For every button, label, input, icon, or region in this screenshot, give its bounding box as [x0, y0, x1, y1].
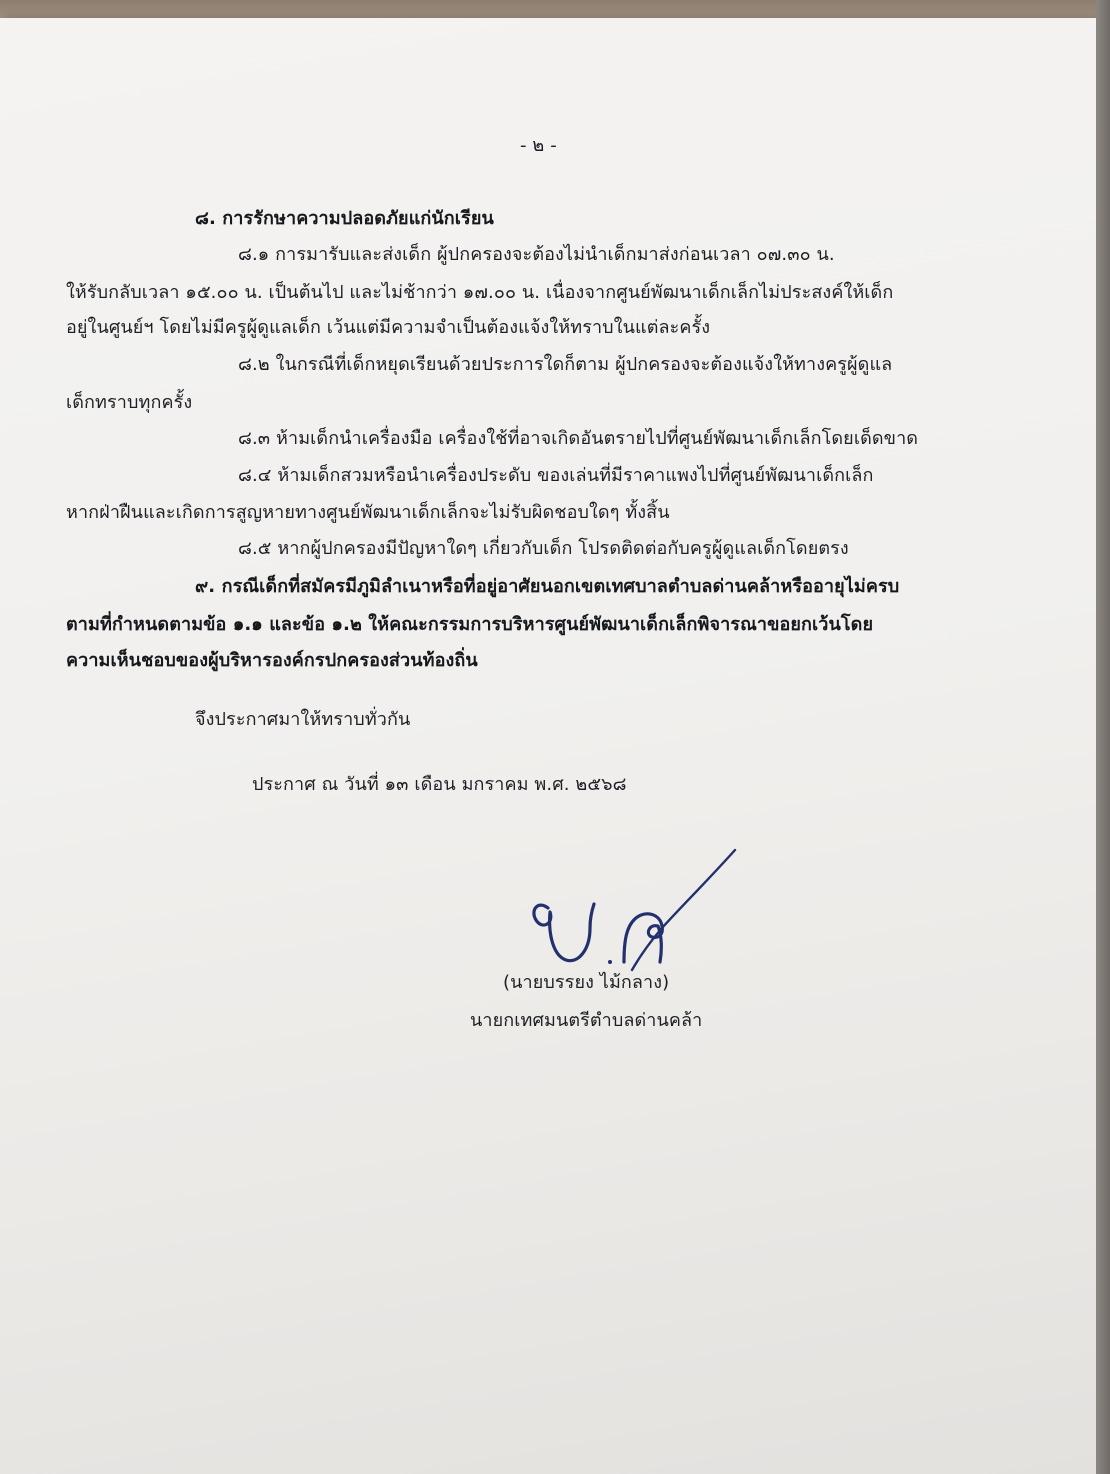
item-8-1-line-3: อยู่ในศูนย์ฯ โดยไม่มีครูผู้ดูแลเด็ก เว้นแต่มีความจำเป็นต้องแจ้งให้ทราบในแต่ละครั้ง [66, 317, 711, 338]
item-8-4-line-1: ๘.๔ ห้ามเด็กสวมหรือนำเครื่องประดับ ของเล่นที่มีราคาแพงไปที่ศูนย์พัฒนาเด็กเล็ก [238, 465, 874, 486]
item-8-4-line-2: หากฝ่าฝืนและเกิดการสูญหายทางศูนย์พัฒนาเด็กเล็กจะไม่รับผิดชอบใดๆ ทั้งสิ้น [66, 502, 670, 523]
item-8-5-line-1: ๘.๕ หากผู้ปกครองมีปัญหาใดๆ เกี่ยวกับเด็ก โปรดติดต่อกับครูผู้ดูแลเด็กโดยตรง [238, 538, 849, 559]
section-9-line-3: ความเห็นชอบของผู้บริหารองค์กรปกครองส่วนท้องถิ่น [66, 650, 478, 671]
section-8-heading: ๘. การรักษาความปลอดภัยแก่นักเรียน [195, 208, 494, 229]
document-page [0, 18, 1096, 1474]
item-8-2-line-2: เด็กทราบทุกครั้ง [66, 392, 193, 413]
announcement-date: ประกาศ ณ วันที่ ๑๓ เดือน มกราคม พ.ศ. ๒๕๖๘ [252, 774, 627, 795]
handwritten-signature [520, 838, 760, 988]
item-8-1-line-1: ๘.๑ การมารับและส่งเด็ก ผู้ปกครองจะต้องไม่นำเด็กมาส่งก่อนเวลา ๐๗.๓๐ น. [238, 244, 835, 265]
item-8-3-line-1: ๘.๓ ห้ามเด็กนำเครื่องมือ เครื่องใช้ที่อาจเกิดอันตรายไปที่ศูนย์พัฒนาเด็กเล็กโดยเด็ดขาด [238, 428, 919, 449]
closing-statement: จึงประกาศมาให้ทราบทั่วกัน [195, 709, 411, 730]
section-9-line-2: ตามที่กำหนดตามข้อ ๑.๑ และข้อ ๑.๒ ให้คณะกรรมการบริหารศูนย์พัฒนาเด็กเล็กพิจารณาขอยกเว้นโดย [66, 614, 874, 635]
signer-title: นายกเทศมนตรีตำบลด่านคล้า [470, 1010, 703, 1031]
signer-name: (นายบรรยง ไม้กลาง) [503, 972, 670, 993]
item-8-2-line-1: ๘.๒ ในกรณีที่เด็กหยุดเรียนด้วยประการใดก็ตาม ผู้ปกครองจะต้องแจ้งให้ทางครูผู้ดูแล [238, 354, 893, 375]
page-number: - ๒ - [520, 135, 557, 156]
item-8-1-line-2: ให้รับกลับเวลา ๑๕.๐๐ น. เป็นต้นไป และไม่ช้ากว่า ๑๗.๐๐ น. เนื่องจากศูนย์พัฒนาเด็กเล็กไม่ประสงค์ให้เด็ก [66, 282, 894, 303]
section-9-line-1: ๙. กรณีเด็กที่สมัครมีภูมิลำเนาหรือที่อยู่อาศัยนอกเขตเทศบาลตำบลด่านคล้าหรืออายุไม่ครบ [195, 576, 900, 597]
page-edge-shadow [1096, 0, 1110, 1474]
